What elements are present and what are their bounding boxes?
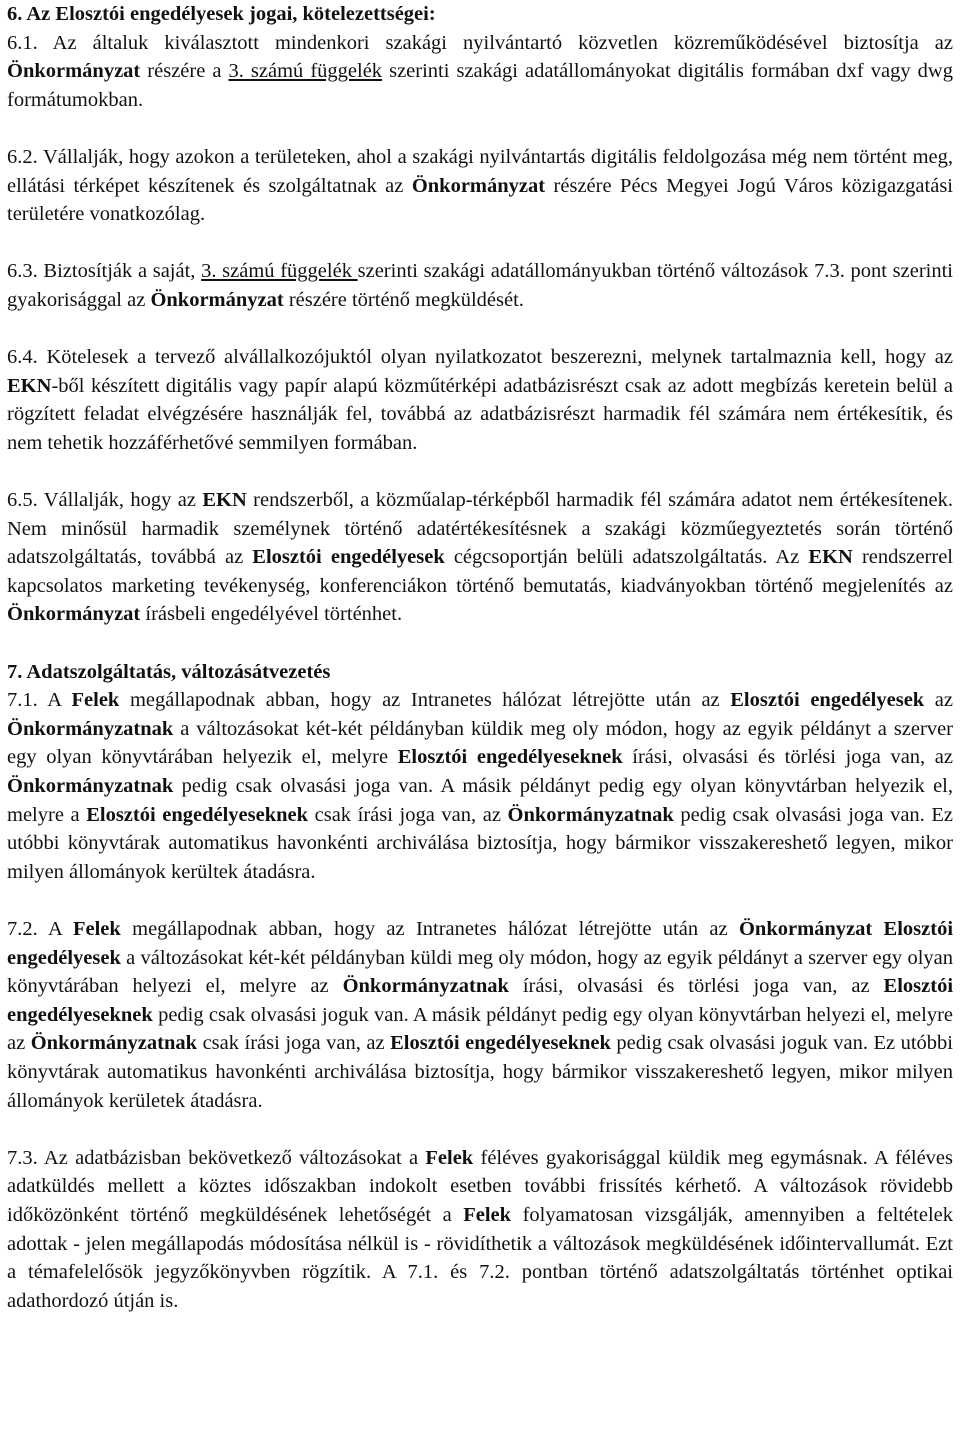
text: részére a [140,60,229,83]
text: 6.5. Vállalják, hogy az [7,489,203,512]
bold-term: Önkormányzatnak [507,803,674,826]
text: a változásokat két-két példányban küldi meg oly módon, hogy az egyik példányt a szerver egy olyan könyvtárában helyezi el, melyre az [7,946,953,998]
text: cégcsoportján belüli adatszolgáltatás. Az [444,546,809,569]
appendix-reference: 3. számú függelék [201,260,358,283]
bold-term: Elosztói engedélyeseknek [397,746,623,769]
bold-term: Felek [72,918,121,940]
paragraph-7-3 [7,1144,953,1316]
text: írási, olvasási és törlési joga van, az [622,746,953,769]
text: 7.3. Az adatbázisban bekövetkező változásokat a [7,1146,426,1169]
bold-term: Felek [71,689,120,712]
bold-term: EKN [7,374,52,397]
bold-term: Elosztói engedélyesek [252,546,445,569]
bold-term: Elosztói engedélyeseknek [390,1032,611,1055]
text: pedig csak olvasási joga van. Ez utóbbi könyvtárak automatikus havonkénti archiválása biztosítja, hogy bármikor visszakereshető legyen, mikor milyen állományok kerültek átadásra. [7,803,954,883]
bold-term: Elosztói engedélyeseknek [86,803,309,826]
text: pedig csak olvasási joga van. A másik példányt pedig egy olyan könyvtárban helyezik el, melyre a [7,775,953,826]
paragraph-6-4 [7,343,953,457]
text: 6.2. Vállalják, hogy azokon a területeken, ahol a szakági nyilvántartás digitális feldolgozása még nem történt meg, ellátási térképet készítenek és szolgáltatnak az [7,145,953,197]
bold-term: Önkormányzatnak [7,717,174,740]
text: pedig csak olvasási joguk van. Ez utóbbi könyvtárak automatikus havonkénti archiválása biztosítja, hogy bármikor visszakereshető legyen, mikor milyen állományok kerületek átadásra. [7,1032,953,1112]
bold-term: EKN [202,489,247,512]
bold-term: Önkormányzatnak [7,775,174,798]
bold-term: Önkormányzat [7,603,141,626]
paragraph-7-2 [7,915,953,1115]
bold-term: Önkormányzat [7,60,141,83]
text: 6.3. Biztosítják a saját, [7,260,202,283]
paragraph-6-1 [7,29,953,115]
bold-term: EKN [808,546,853,569]
text: 7.1. A [7,689,72,712]
bold-term: Önkormányzat [411,174,546,197]
text: az [924,689,954,712]
text: rendszerrel kapcsolatos marketing tevékenység, konferenciákon történő bemutatás, kiadványokban történő megjelenítés az [7,546,953,597]
text: 6.1. Az általuk kiválasztott mindenkori szakági nyilvántartó közvetlen közreműködésével biztosítja az [7,31,953,54]
bold-term: Önkormányzatnak [342,975,509,998]
bold-term: Felek [463,1203,512,1226]
text: részére történő megküldését. [283,288,524,311]
appendix-reference: 3. számú függelék [228,60,383,83]
bold-term: Elosztói engedélyesek [730,689,925,712]
text: szerinti szakági adatállományukban történő változások 7.3. pont szerinti gyakorisággal az [7,260,954,311]
section-6-heading: 6. Az Elosztói engedélyesek jogai, kötelezettségei: [7,3,436,25]
section-7-heading: 7. Adatszolgáltatás, változásátvezetés [7,660,331,683]
bold-term: Felek [425,1146,474,1169]
text: részére Pécs Megyei Jogú Város közigazgatási területére vonatkozólag. [7,174,953,226]
bold-term: Önkormányzatnak [30,1032,198,1055]
text: -ből készített digitális vagy papír alapú közműtérképi adatbázisrészt csak az adott megbízás keretein belül a rögzített feladat elvégzésére használják fel, továbbá az adatbázisrészt harmadik fél számára nem értékesítik, és nem tehetik hozzáférhetővé semmilyen formában. [7,374,953,454]
paragraph-6-3 [7,257,953,314]
text: pedig csak olvasási joguk van. A másik példányt pedig egy olyan könyvtárban helyezi el, melyre az [7,1003,953,1055]
text: rendszerből, a közműalap-térképből harmadik fél számára adatot nem értékesítenek. Nem minősül harmadik személynek történő adatértékesítésnek a szakági közműegyeztetés során történő adatszolgáltatás, továbbá az [7,489,953,569]
text: féléves gyakorisággal küldik meg egymásnak. A féléves adatküldés mellett a köztes időszakban indokolt esetben további frissítés kérhető. A változások rövidebb időközönként történő megküldésének lehetőségét a [7,1146,953,1226]
bold-term: Önkormányzat [150,288,284,311]
bold-term: Önkormányzat Elosztói engedélyesek [7,918,954,969]
text: szerinti szakági adatállományokat digitális formában dxf vagy dwg formátumokban. [7,60,953,111]
text: megállapodnak abban, hogy az Intranetes hálózat létrejötte után az [119,689,731,712]
text: 7.2. A [7,918,73,940]
text: megállapodnak abban, hogy az Intranetes hálózat létrejötte után az [120,918,739,940]
text: írásbeli engedélyével történhet. [140,603,403,626]
document-page [7,0,953,1315]
text: írási, olvasási és törlési joga van, az [508,975,884,998]
text: 6.4. Kötelesek a tervező alvállalkozójuktól olyan nyilatkozatot beszerezni, melynek tartalmaznia kell, hogy az [7,346,953,369]
paragraph-6-2 [7,143,953,229]
text: csak írási joga van, az [308,803,508,826]
text: a változásokat két-két példányban küldik meg oly módon, hogy az egyik példányt a szerver egy olyan könyvtárában helyezik el, melyre [7,717,953,769]
paragraph-7-1 [7,686,953,886]
bold-term: Elosztói engedélyeseknek [7,975,954,1026]
text: folyamatosan vizsgálják, amennyiben a feltételek adottak - jelen megállapodás módosítása nélkül is - rövidíthetik a változások megküldésének időintervallumát. Ezt a témafelelősök jegyzőkönyvben rögzítik. A 7.1. és 7.2. pontban történő adatszolgáltatás történhet optikai adathordozó útján is. [7,1203,953,1312]
paragraph-6-5 [7,486,953,629]
text: csak írási joga van, az [197,1032,391,1055]
